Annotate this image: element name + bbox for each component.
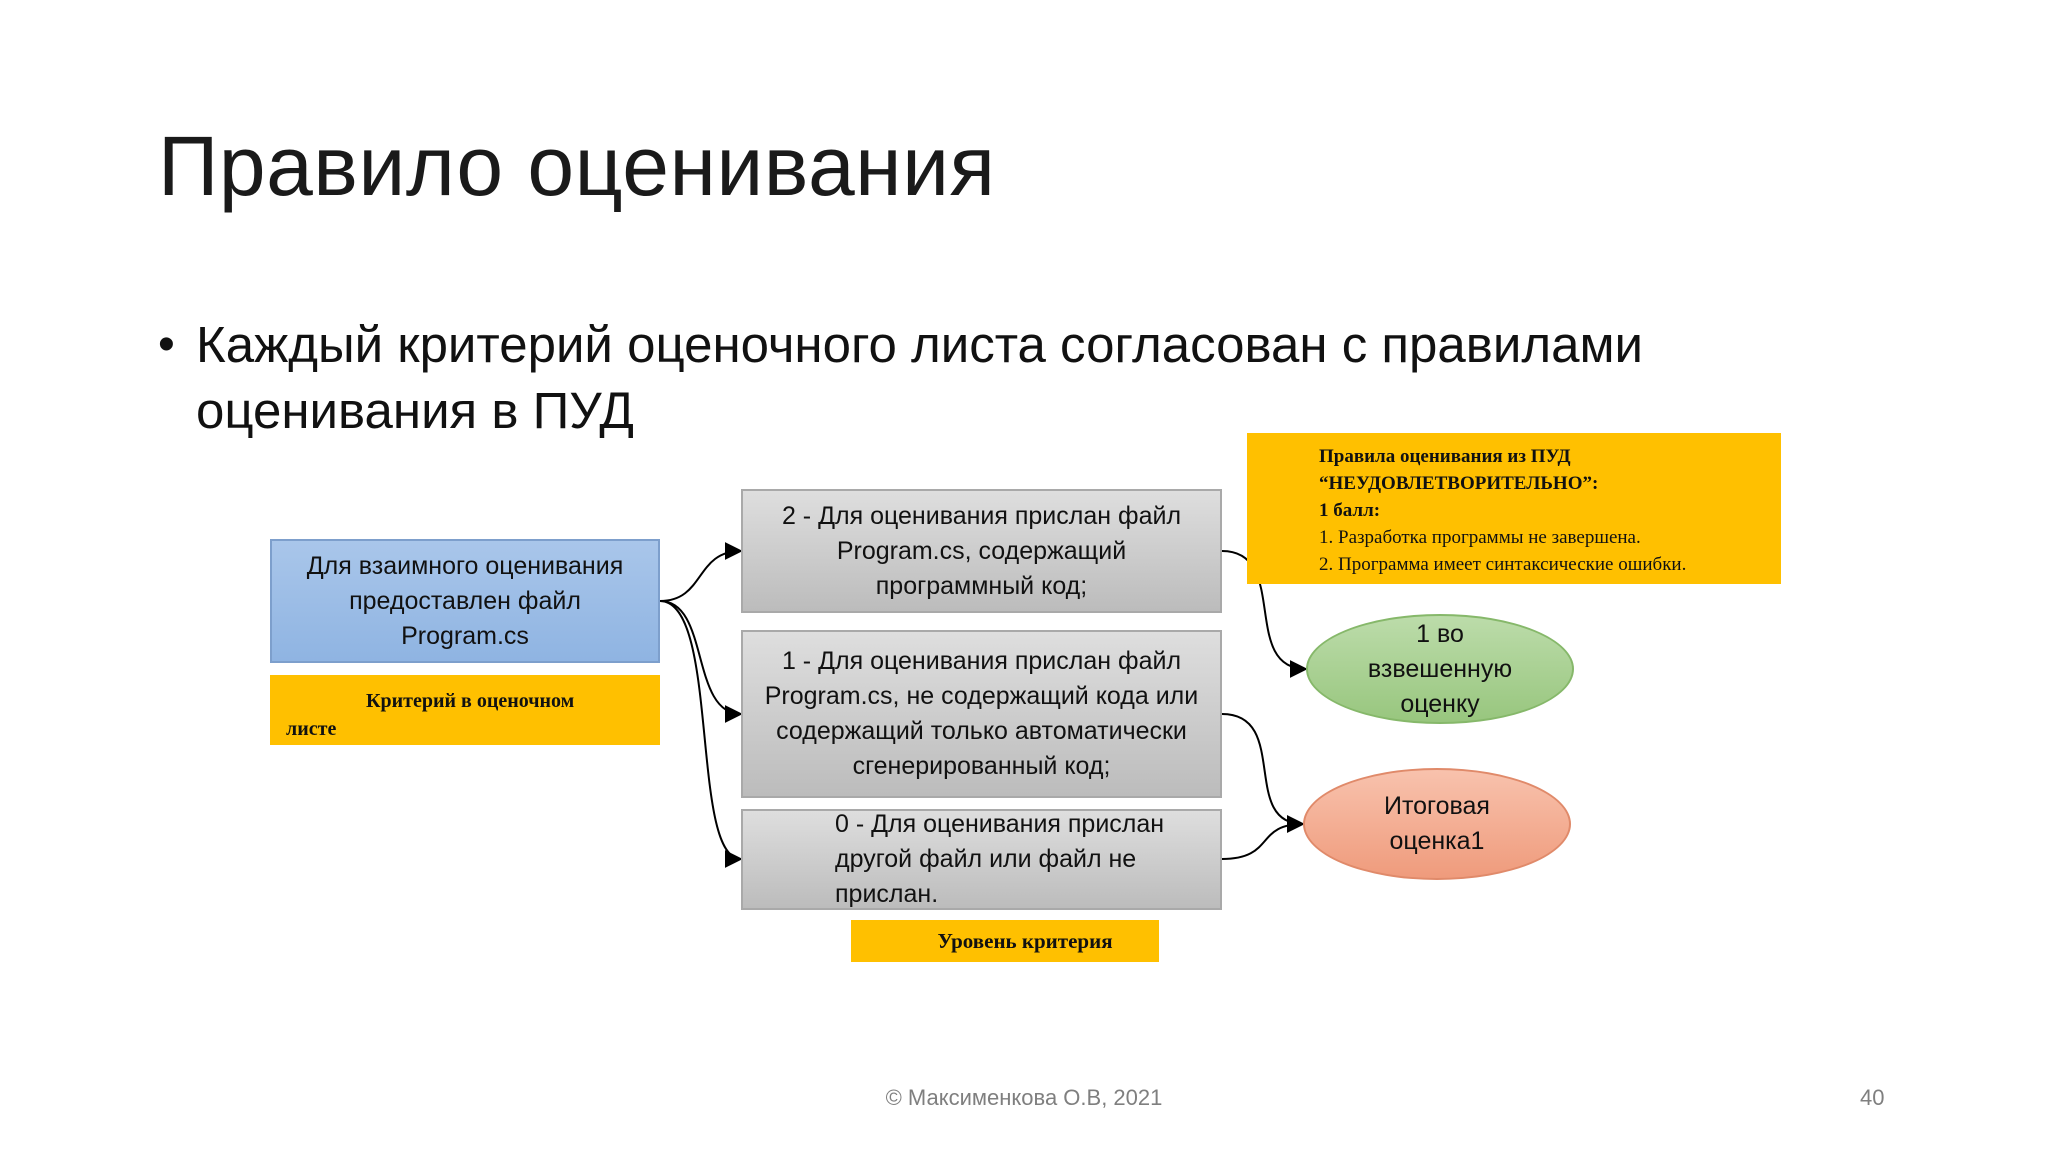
footer-copyright: © Максименкова О.В, 2021 [885,1085,1163,1110]
rules-line3: 1 балл: [1319,500,1381,521]
arrow-level0-to-final [1222,824,1303,859]
level-0-box: 0 - Для оценивания прислан другой файл или файл не прислан. [741,809,1222,910]
grading-rules-box [1247,433,1781,584]
level-label: Уровень критерия [851,920,1159,962]
criterion-label-line1: Критерий в оценочном [366,690,575,712]
rules-line2: “НЕУДОВЛЕТВОРИТЕЛЬНО”: [1319,473,1599,494]
rules-line4: 1. Разработка программы не завершена. [1319,527,1641,548]
weighted-score-text: 1 во взвешенную оценку [1367,619,1513,718]
level-1-box: 1 - Для оценивания прислан файл Program.cs, не содержащий кода или содержащий только автоматически сгенерированный код; [741,630,1222,798]
final-score-text: Итоговая оценка1 [1384,792,1490,855]
rules-line1: Правила оценивания из ПУД [1319,446,1571,467]
arrow-source-to-level2 [660,551,741,601]
bullet-text: Каждый критерий оценочного листа согласован с правилами оценивания в ПУД [196,316,1644,439]
level-2-box: 2 - Для оценивания прислан файл Program.cs, содержащий программный код; [741,489,1222,613]
page-number: 40 [1860,1085,1885,1110]
final-score-ellipse [1303,768,1571,880]
weighted-score-ellipse [1306,614,1574,724]
arrow-source-to-level0 [660,601,741,859]
slide-title: Правило оценивания [158,119,996,213]
criterion-label [270,675,660,745]
bullet-marker: • [158,318,175,371]
source-file-box: Для взаимного оценивания предоставлен файл Program.cs [270,539,660,663]
criterion-label-line2: листе [286,718,337,740]
rules-line5: 2. Программа имеет синтаксические ошибки. [1319,554,1687,575]
arrow-level1-to-final [1222,714,1303,824]
